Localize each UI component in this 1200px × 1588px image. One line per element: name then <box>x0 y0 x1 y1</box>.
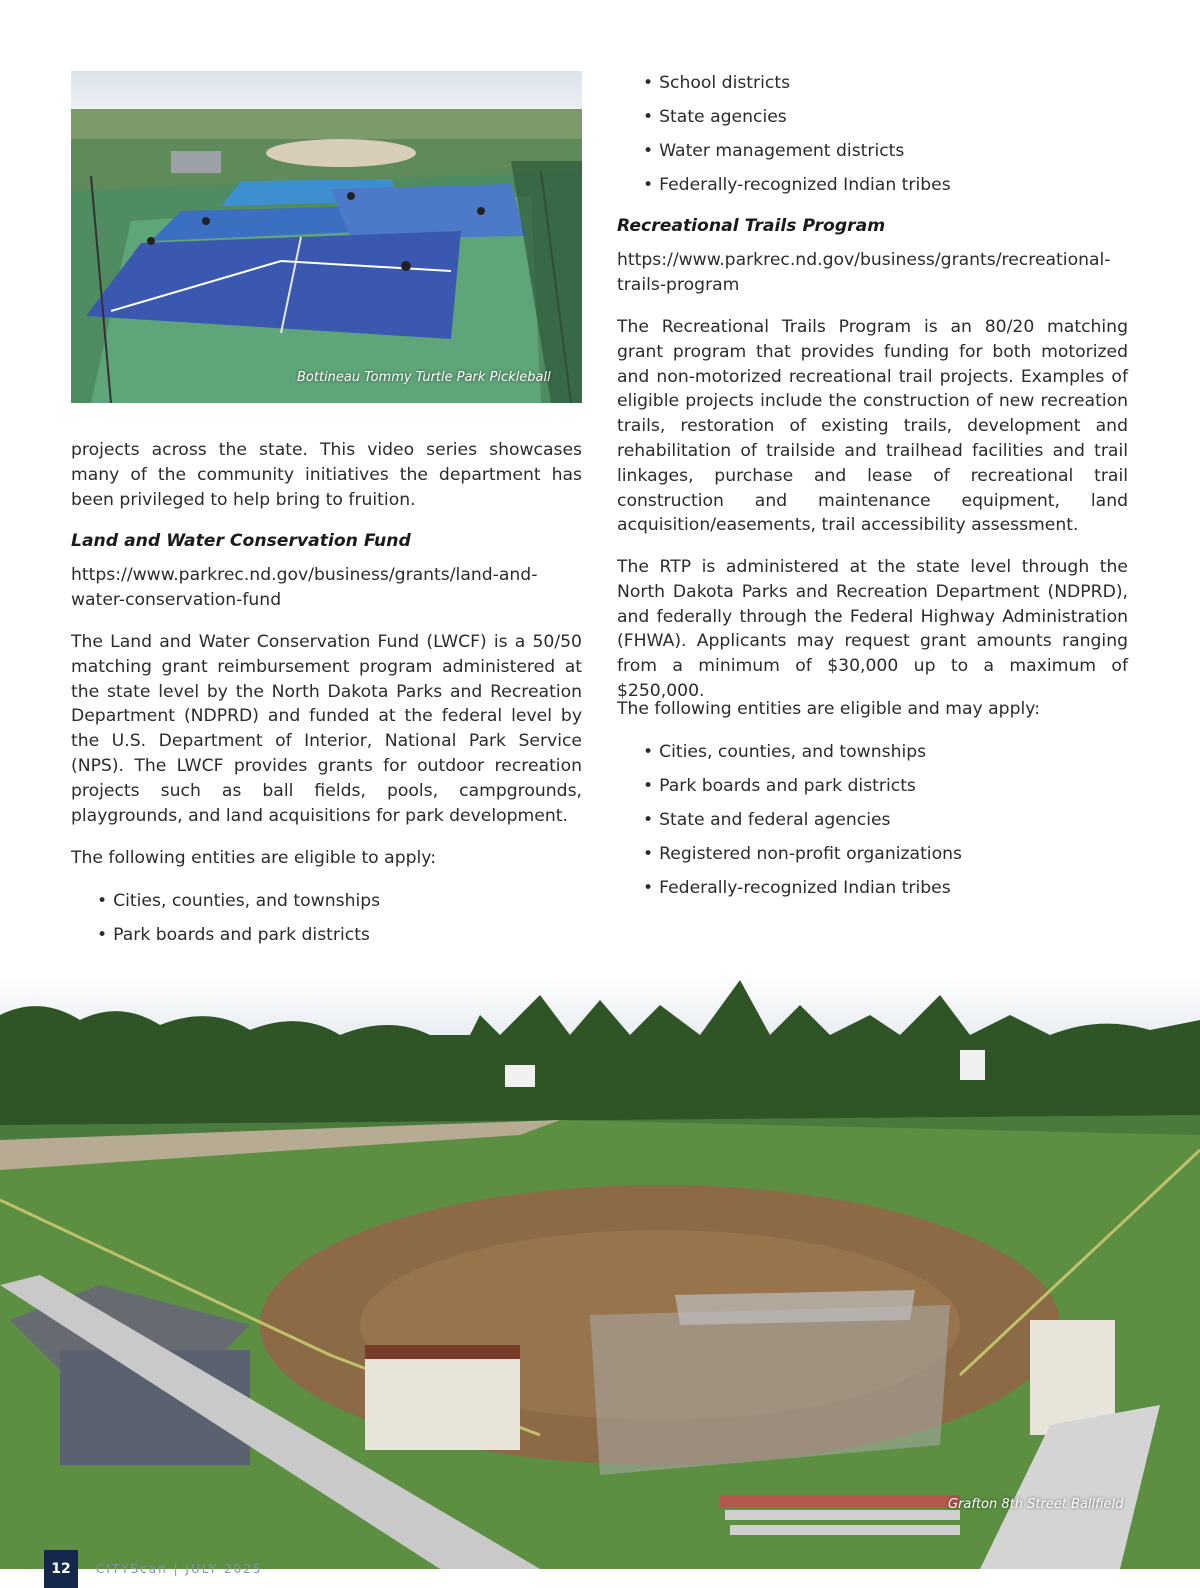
intro-paragraph: projects across the state. This video series showcases many of the community initiatives the department has been privileged to help bring to fruition. <box>71 440 582 510</box>
list-item: • Cities, counties, and townships <box>97 891 381 911</box>
list-item: • Federally-recognized Indian tribes <box>643 878 951 898</box>
list-item: • Water management districts <box>643 141 905 161</box>
page-footer <box>44 1550 263 1588</box>
publication-label: CITYScan | JULY 2025 <box>96 1562 263 1576</box>
pickleball-photo <box>71 71 582 403</box>
rtp-eligible-intro: The following entities are eligible and may apply: <box>617 699 1040 719</box>
pickleball-illustration <box>71 71 582 403</box>
list-item: • Park boards and park districts <box>97 925 370 945</box>
rtp-paragraph-1: The Recreational Trails Program is an 80/20 matching grant program that provides funding for both motorized and non-motorized recreational trail projects. Examples of eligible projects include the construction of new recreation trails, restoration of existing trails, development and rehabilitation of trailside and trailhead facilities and trail linkages, purchase and lease of recreational trail construction and maintenance equipment, land acquisition/easements, trail accessibility assessment. <box>617 317 1128 536</box>
list-item: • State agencies <box>643 107 787 127</box>
list-item: • State and federal agencies <box>643 810 891 830</box>
list-item: • Federally-recognized Indian tribes <box>643 175 951 195</box>
rtp-heading: Recreational Trails Program <box>617 216 886 236</box>
lwcf-url-link[interactable]: https://www.parkrec.nd.gov/business/grants/land-and-water-conservation-fund <box>71 565 538 610</box>
ballfield-caption: Grafton 8th Street Ballfield <box>948 1497 1124 1512</box>
pickleball-caption: Bottineau Tommy Turtle Park Pickleball <box>297 370 551 385</box>
ballfield-photo <box>0 975 1200 1569</box>
lwcf-paragraph: The Land and Water Conservation Fund (LWCF) is a 50/50 matching grant reimbursement program administered at the state level by the North Dakota Parks and Recreation Department (NDPRD) and funded at the federal level by the U.S. Department of Interior, National Park Service (NPS). The LWCF provides grants for outdoor recreation projects such as ball fields, pools, campgrounds, playgrounds, and land acquisitions for park development. <box>71 632 582 826</box>
ballfield-illustration <box>0 975 1200 1569</box>
page-number: 12 <box>44 1550 78 1588</box>
rtp-url-link[interactable]: https://www.parkrec.nd.gov/business/grants/recreational-trails-program <box>617 250 1111 295</box>
list-item: • Park boards and park districts <box>643 776 916 796</box>
list-item: • Registered non-profit organizations <box>643 844 962 864</box>
lwcf-eligible-intro: The following entities are eligible to apply: <box>71 848 436 868</box>
list-item: • School districts <box>643 73 791 93</box>
lwcf-heading: Land and Water Conservation Fund <box>71 531 411 551</box>
rtp-paragraph-2: The RTP is administered at the state level through the North Dakota Parks and Recreation Department (NDPRD), and federally through the Federal Highway Administration (FHWA). Applicants may request grant amounts ranging from a minimum of $30,000 up to a maximum of $250,000. <box>617 557 1128 701</box>
list-item: • Cities, counties, and townships <box>643 742 927 762</box>
